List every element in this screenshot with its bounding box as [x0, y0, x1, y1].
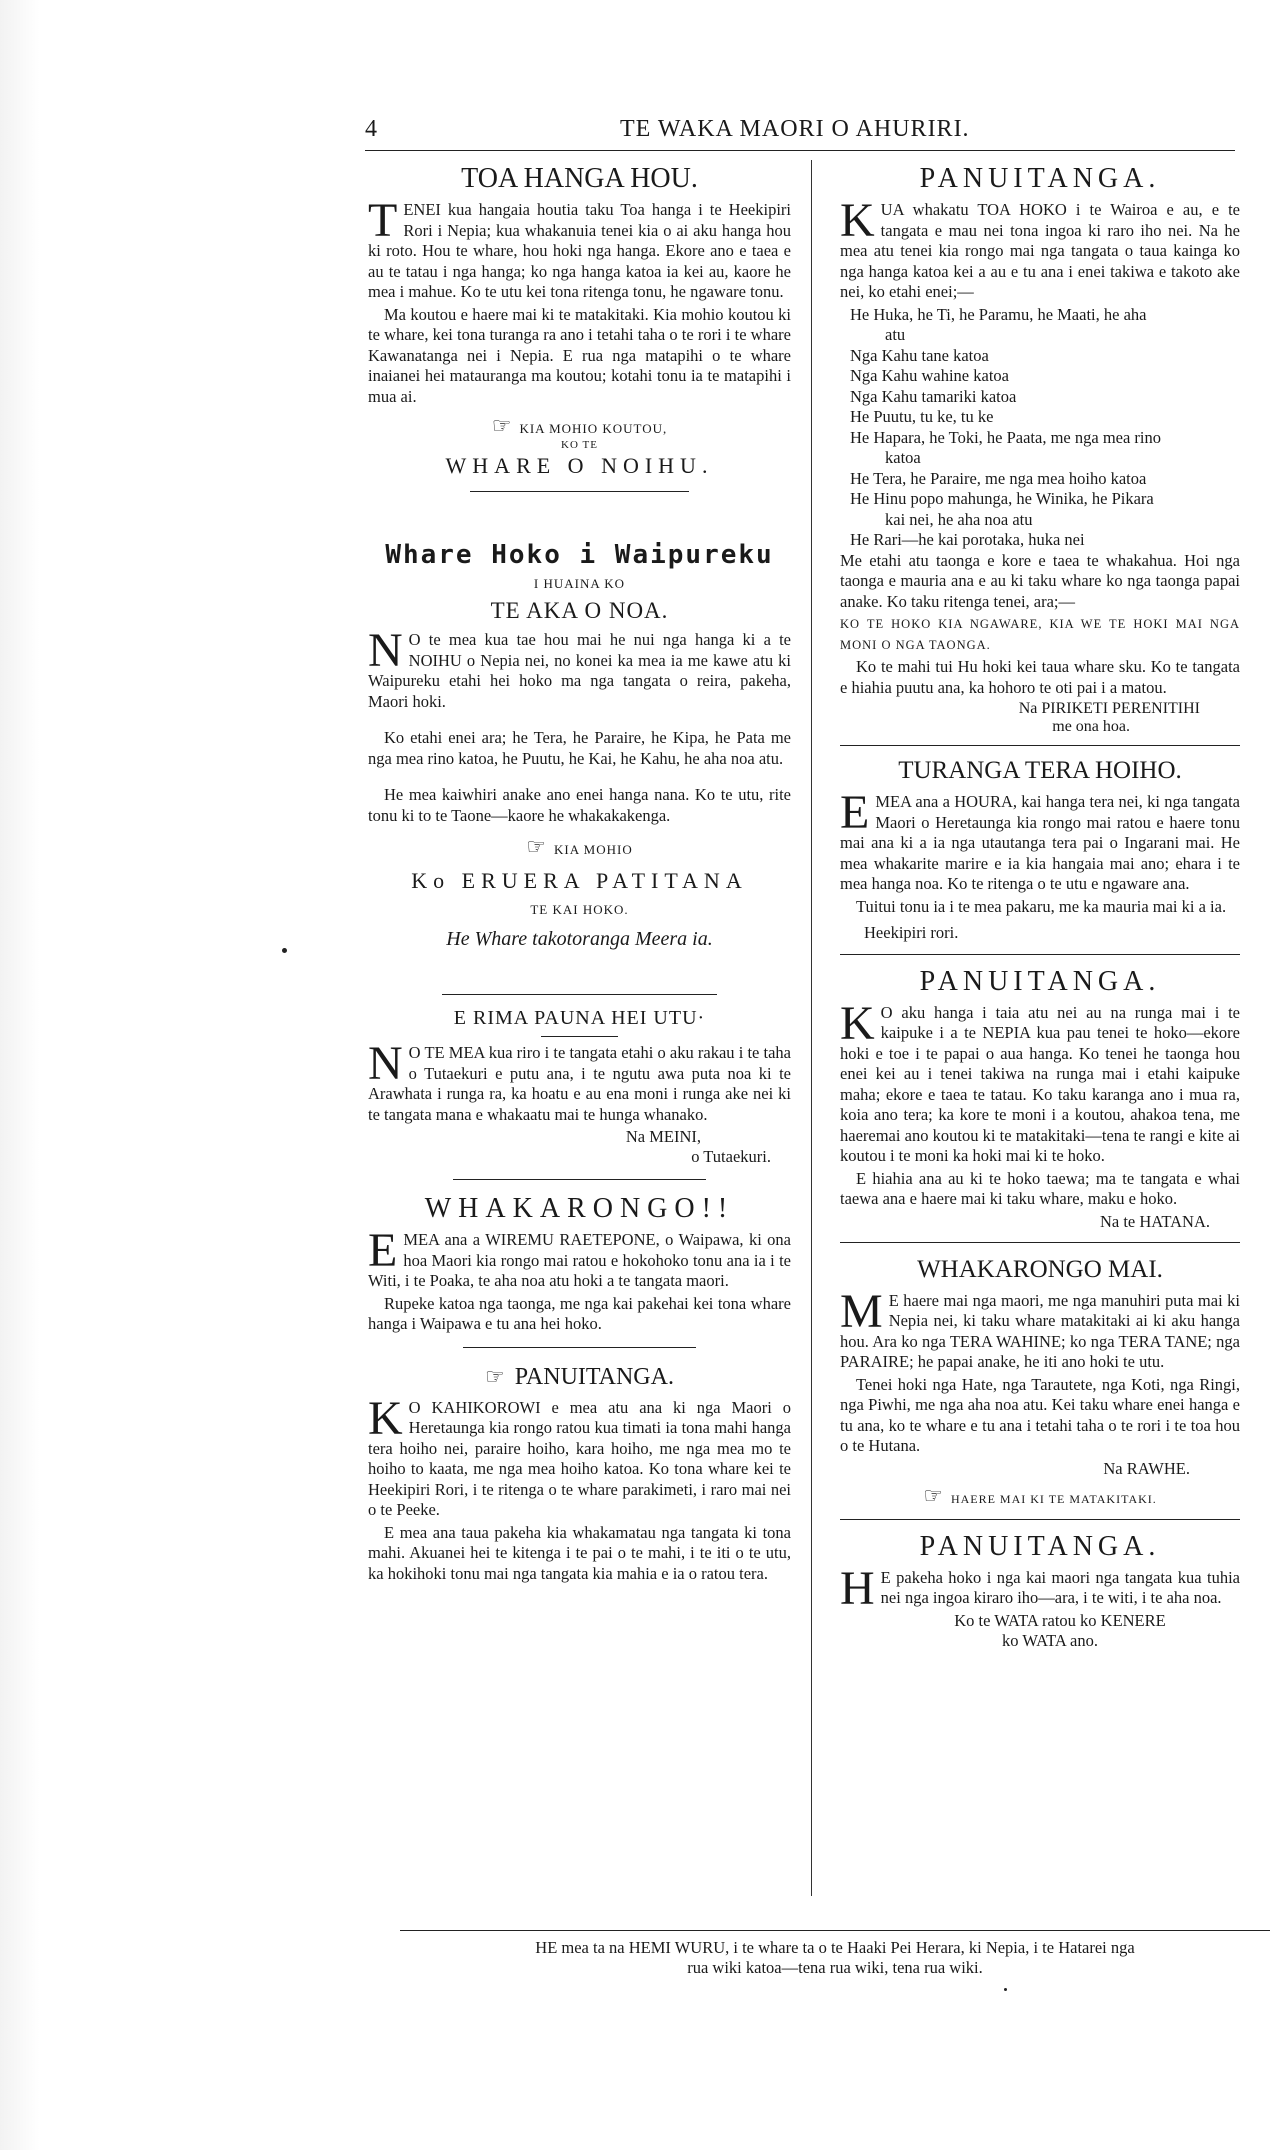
masthead: TE WAKA MAORI O AHURIRI. [620, 116, 970, 142]
list-item: Nga Kahu wahine katoa [850, 366, 1009, 385]
ad-body: E haere mai nga maori, me nga manuhiri puta mai ki Nepia nei, ki taku whare matakitaki ai ki aku hanga hou. Ara ko nga TERA WAHINE; ko nga TERA TANE; nga PARAIRE; he papai anake, he iti ano hoki te utu. [840, 1290, 1240, 1371]
page-header [365, 116, 990, 148]
drop-cap: K [840, 996, 875, 1050]
signature: WHARE O NOIHU. [445, 453, 714, 478]
ad-body: He mea kaiwhiri anake ano enei hanga nana. Ko te utu, rite tonu ki to te Taone—kaore he whakakakenga. [368, 785, 791, 825]
ad-body: O TE MEA kua riro i te tangata etahi o aku rakau i te taha o Tutaekuri e putu ana, i te ngutu awa puta noa ki te Arawhata i runga ra, ka hoatu e au ena moni i runga ake nei ki te tangata mana e whakaatu mai te hunga whanako. [368, 1043, 791, 1124]
divider [840, 1242, 1240, 1243]
ad-body: Me etahi atu taonga e kore e taea te whakahua. Hoi nga taonga e mauria ana e au ki taku whare ko nga taonga papai anake. Ko taku ritenga tenei, ara;— [840, 550, 1240, 611]
notice-line: HAERE MAI KI TE MATAKITAKI. [950, 1491, 1157, 1506]
ad-whakarongo-mai [840, 1253, 1240, 1509]
left-column [368, 160, 791, 1908]
divider [453, 1179, 707, 1180]
ad-title: WHAKARONGO!! [424, 1193, 735, 1224]
list-item: He Hapara, he Toki, he Paata, me nga mea rino [850, 427, 1162, 447]
ad-body: UA whakatu TOA HOKO i te Wairoa e au, e te tangata e mau nei tona ingoa ki raro iho nei. Na he mea atu tenei kia rongo mai nga tangata o taua kainga ko nga hanga katoa kei a au e tu ana i enei takiwa e takoto ake nei, ko etahi enei;— [840, 200, 1240, 301]
drop-cap: H [840, 1561, 875, 1615]
ad-title: TOA HANGA HOU. [461, 163, 698, 194]
divider [442, 994, 717, 995]
pointing-hand-icon: ☞ [526, 834, 547, 859]
signature: Na RAWHE. [1103, 1458, 1190, 1478]
signature: Na MEINI, [625, 1127, 701, 1146]
notice-line: KO TE [561, 439, 598, 451]
ad-body: Tuitui tonu ia i te mea pakaru, me ka mauria mai ki a ia. [856, 896, 1227, 916]
ad-body: E hiahia ana au ki te hoko taewa; ma te tangata e whai taewa ana e haere mai ki taku whare, maku e hoko. [840, 1168, 1240, 1208]
ad-e-rima-pauna [368, 1007, 791, 1167]
ad-whakarongo [368, 1192, 791, 1335]
imprint-line: HE mea ta na HEMI WURU, i te whare ta o te Haaki Pei Herara, ki Nepia, i te Hatarei nga [535, 1938, 1135, 1957]
ad-panuitanga-toa-hoko [840, 162, 1240, 736]
ad-title: WHAKARONGO MAI. [917, 1255, 1163, 1283]
goods-list [840, 305, 1240, 551]
ad-body: Ma koutou e haere mai ki te matakitaki. Kia mohio koutou ki te whare, kei tona turanga ra ano i tetahi taha o te rori i te whare Kawanatanga nei i Nepia. E rua nga matapihi o te whare inaianei hei matauranga ma koutou; kotahi tonu ia te matapihi i mua ai. [368, 304, 791, 406]
page-edge-shadow [0, 0, 40, 2150]
list-item: Nga Kahu tane katoa [850, 345, 989, 365]
ad-body: Ko te mahi tui Hu hoki kei taua whare sku. Ko te tangata e hiahia puutu ana, ka hohoro te oti pai i a matou. [840, 657, 1240, 697]
ad-body: KO TE HOKO KIA NGAWARE, KIA WE TE HOKI MAI NGA MONI O NGA TAONGA. [840, 617, 1240, 652]
ad-body: ENEI kua hangaia houtia taku Toa hanga i te Heekipiri Rori i Nepia; kua whakanuia tenei kia o ai aku hanga hou ki roto. Hou te whare, hou hoki nga hanga. Ekore ano e taea e au te tatau i nga hanga; ko nga hanga katoa ia kei au, kaore he mea i mahue. Ko te utu kei tona ritenga tonu, he ngaware tonu. [368, 200, 791, 301]
list-item: He Tera, he Paraire, me nga mea hoiho katoa [850, 468, 1147, 488]
notice-line: He Whare takotoranga Meera ia. [446, 928, 713, 950]
divider [840, 954, 1240, 955]
ad-body: O aku hanga i taia atu nei au na runga mai i te kaipuke i a te NEPIA kua pau tenei te hoko—ekore hoki e toe i te papai o aua hanga. Ko tenei he taonga hou enei kei au i tenei takiwa na runga mai i etahi kaipuke maha; ekore e taea te tatau. Ko taku karanga ano i mua ra, koia ano tera; ka kore te moni i a koutou, ahakoa tena, me haeremai ano koutou ki te matakitaki—tena te rangi e kite ai koutou i te moni ka hoki mai ki te hoko. [840, 1002, 1240, 1165]
notice-line: I HUAINA KO [533, 576, 626, 591]
list-item: He Hinu popo mahunga, he Winika, he Pikara [850, 489, 1154, 508]
ad-body: MEA ana a WIREMU RAETEPONE, o Waipawa, ki ona hoa Maori kia rongo mai ratou e hokohoko tonu ana ia i te Witi, i te Poaka, te aha noa atu hoki a te tangata maori. [368, 1230, 791, 1290]
ad-body: O te mea kua tae hou mai he nui nga hanga ki a te NOIHU o Nepia nei, no konei ka mea ia me kawe atu ki Waipureku etahi hei hoko ma nga tangata o reira, pakeha, Maori hoki. [368, 630, 791, 711]
ad-title: TURANGA TERA HOIHO. [898, 757, 1182, 784]
drop-cap: K [368, 1391, 403, 1445]
notice-line: TE KAI HOKO. [530, 902, 629, 917]
list-item-cont: kai nei, he aha noa atu [885, 509, 1033, 529]
drop-cap: K [840, 194, 875, 247]
divider [840, 745, 1240, 746]
signature: Ko ERUERA PATITANA [411, 868, 748, 893]
column-separator [811, 160, 812, 1896]
divider [541, 1036, 617, 1037]
ad-title: Whare Hoko i Waipureku [385, 540, 774, 570]
signature: Heekipiri rori. [864, 923, 959, 942]
drop-cap: E [368, 1224, 398, 1277]
ad-body: E mea ana taua pakeha kia whakamatau nga tangata ki tona mahi. Akuanei hei te kitenga i te pai o te mahi, i te iti o te utu, ka hokihoki tonu mai nga tangata kia mahia e ia o ratou tera. [368, 1522, 791, 1583]
ad-whare-hoko [368, 540, 791, 951]
ad-subtitle: TE AKA O NOA. [490, 598, 669, 623]
drop-cap: N [368, 624, 403, 677]
signature: Na PIRIKETI PERENITIHI [1018, 700, 1200, 717]
signature: Na te HATANA. [1099, 1211, 1210, 1231]
pointing-hand-icon: ☞ [485, 1363, 505, 1389]
signature: me ona hoa. [1052, 718, 1130, 735]
ad-title: E RIMA PAUNA HEI UTU· [453, 1007, 706, 1029]
signature: o Tutaekuri. [691, 1147, 771, 1166]
list-item: Nga Kahu tamariki katoa [850, 386, 1017, 406]
header-rule [365, 150, 1235, 151]
ad-turanga-tera [840, 754, 1240, 944]
footer-rule [400, 1930, 1270, 1931]
page-number: 4 [365, 116, 377, 142]
ad-body: MEA ana a HOURA, kai hanga tera nei, ki nga tangata Maori o Heretaunga kia rongo mai ratou e haere tonu mai ana ki a ia nga utautanga tera pai o Ingarani mai. He mea whakarite marire e ia kia hangaia mai ano; ehara i te mea hanga noa. Ko te ritenga o te utu e ngaware ana. [840, 792, 1240, 893]
ad-body: Tenei hoki nga Hate, nga Tarautete, nga Koti, nga Ringi, nga Piwhi, me nga aha noa atu. Kei taku whare enei hanga e tu ana, ko te whare e tu ana i tetahi taha o te rori i te toa hou o te Hutana. [840, 1374, 1240, 1455]
ad-title: PANUITANGA. [514, 1363, 674, 1390]
pointing-hand-icon: ☞ [923, 1482, 943, 1508]
ad-body: Rupeke katoa nga taonga, me nga kai pakehai kei tona whare hanga i Waipawa e tu ana hei hoko. [368, 1293, 791, 1333]
ad-title: PANUITANGA. [919, 965, 1161, 997]
notice-line: KIA MOHIO [554, 842, 633, 857]
ad-title: PANUITANGA. [919, 163, 1161, 194]
right-column [840, 160, 1240, 1908]
divider [470, 491, 690, 492]
drop-cap: E [840, 786, 870, 839]
ad-panuitanga-wata [840, 1530, 1240, 1651]
ink-spot [282, 948, 287, 953]
list-item: He Huka, he Ti, he Paramu, he Maati, he aha [850, 304, 1147, 324]
ad-body: E pakeha hoko i nga kai maori nga tangata kua tuhia nei nga ingoa kiraro iho—ara, i te witi, i te aha noa. [880, 1567, 1240, 1607]
drop-cap: T [368, 194, 398, 247]
drop-cap: M [840, 1284, 883, 1338]
divider [463, 1347, 696, 1348]
list-item: He Rari—he kai porotaka, huka nei [850, 530, 1085, 549]
list-item-cont: katoa [885, 448, 921, 467]
drop-cap: N [368, 1037, 403, 1090]
ad-title: PANUITANGA. [919, 1530, 1161, 1562]
ad-body: Ko etahi enei ara; he Tera, he Paraire, he Kipa, he Pata me nga mea rino katoa, he Puutu, he Kai, he Kahu, he aha noa atu. [368, 728, 791, 768]
ad-panuitanga-left [368, 1360, 791, 1585]
imprint-footer [400, 1938, 1270, 1978]
list-item: He Puutu, tu ke, tu ke [850, 407, 994, 426]
ad-panuitanga-hatana [840, 965, 1240, 1232]
ad-body: O KAHIKOROWI e mea atu ana ki nga Maori o Heretaunga kia rongo ratou kua timati ia tona mahi hanga tera hoiho nei, paraire hoiho, kara hoiho, me nga mea mo te hoiho to kaata, me nga mea hoiho katoa. Ko tona whare kei te Heekipiri Rori, i te ritenga o te whare parakimeti, i raro mai nei o te Peeke. [368, 1397, 791, 1519]
signature: Ko te WATA ratou ko KENERE [954, 1610, 1166, 1630]
pointing-hand-icon: ☞ [491, 413, 512, 438]
imprint-line: rua wiki katoa—tena rua wiki, tena rua wiki. [687, 1958, 983, 1977]
ad-toa-hanga-hou [368, 162, 791, 479]
ink-spot [1004, 1988, 1007, 1991]
list-item-cont: atu [885, 325, 906, 344]
notice-line: KIA MOHIO KOUTOU, [519, 421, 668, 436]
signature: ko WATA ano. [1002, 1630, 1098, 1650]
divider [840, 1519, 1240, 1520]
